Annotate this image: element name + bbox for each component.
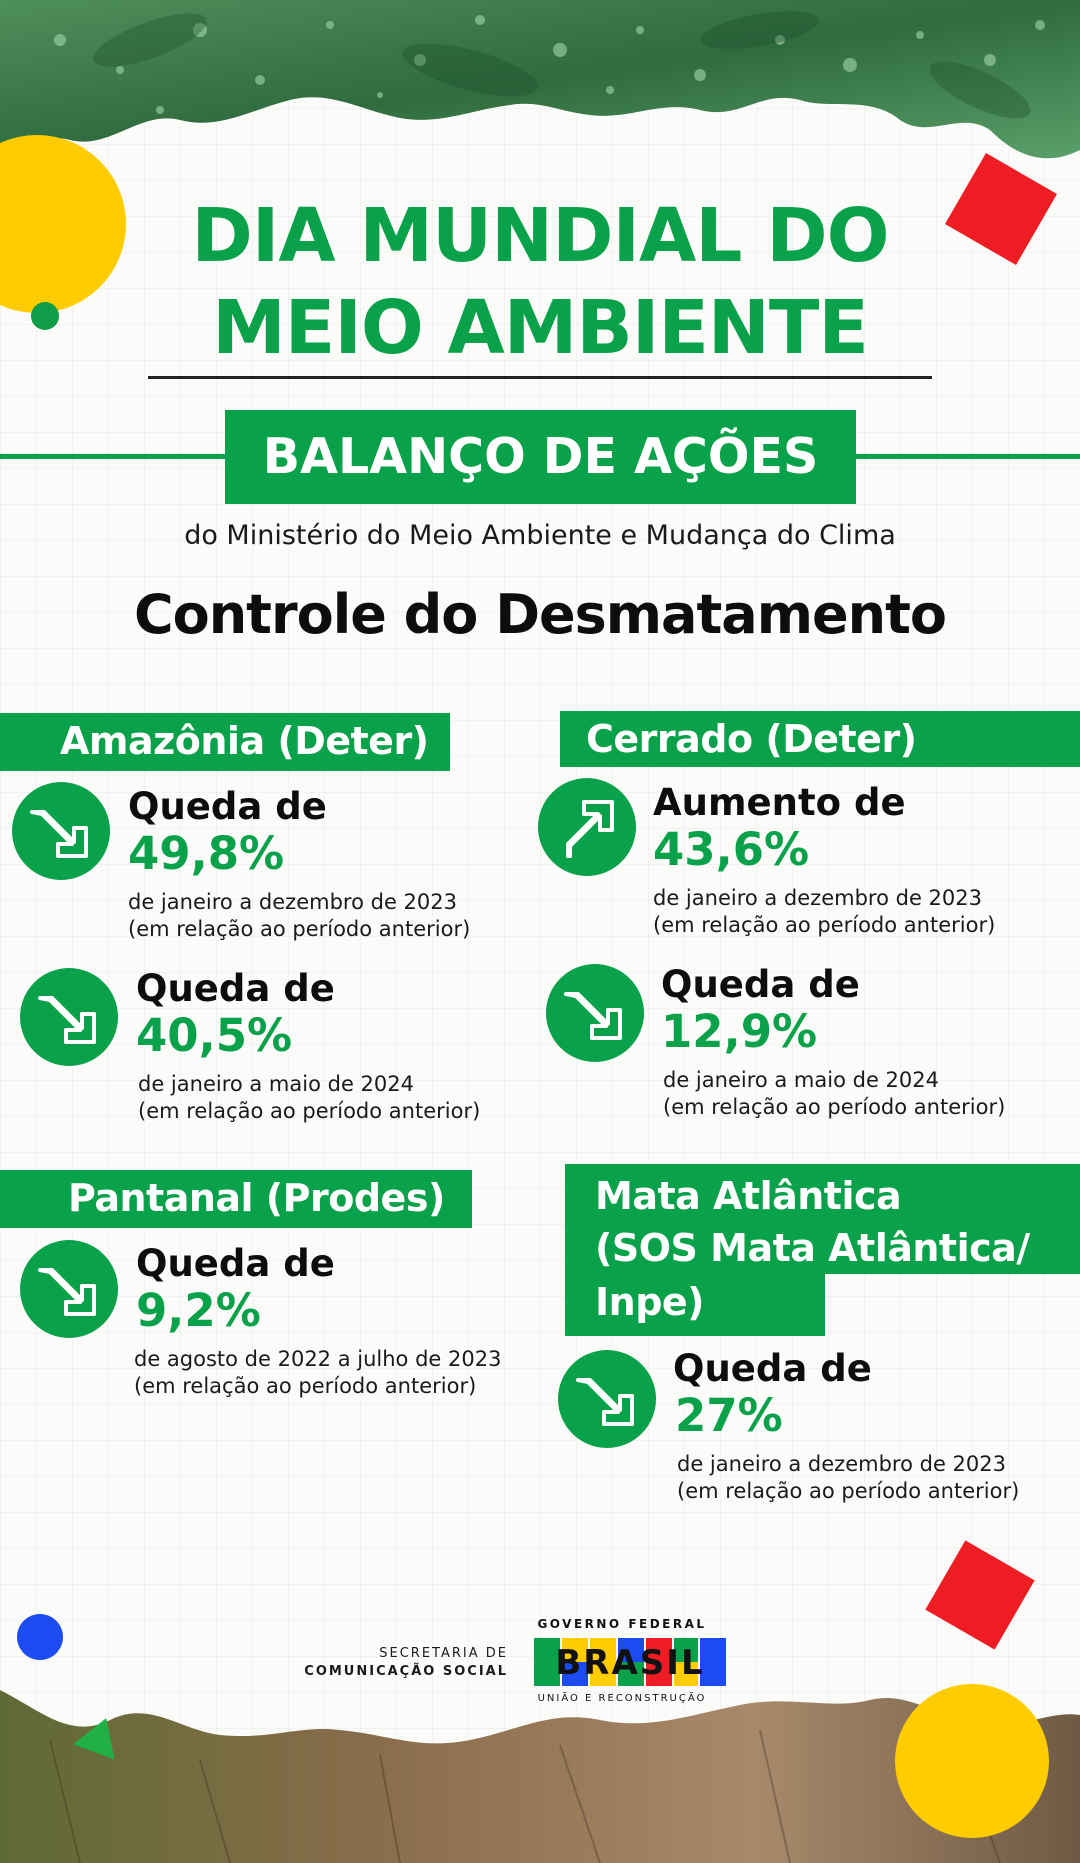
trend-down-icon: [20, 968, 118, 1066]
region-header-line: Mata Atlântica: [595, 1174, 902, 1218]
stat-note: (em relação ao período anterior): [653, 913, 996, 937]
stat-value: 49,8%: [128, 827, 285, 880]
stat-note: (em relação ao período anterior): [128, 917, 471, 941]
secom-line: SECRETARIA DE: [379, 1646, 508, 1661]
main-title-line: DIA MUNDIAL DO: [191, 193, 889, 279]
stat-note: (em relação ao período anterior): [138, 1099, 481, 1123]
stat-value: 43,6%: [653, 823, 810, 876]
stat-period: de janeiro a dezembro de 2023: [677, 1452, 1006, 1476]
stat-note: (em relação ao período anterior): [134, 1374, 477, 1398]
stat-label: Queda de: [673, 1347, 872, 1390]
gov-logo-bottom-text: UNIÃO E RECONSTRUÇÃO: [537, 1693, 707, 1704]
leaf-photo-banner: [0, 0, 1080, 190]
stat-value: 12,9%: [661, 1005, 818, 1058]
main-title: [0, 190, 1080, 374]
stat-period: de janeiro a maio de 2024: [663, 1068, 939, 1092]
stat-period: de janeiro a maio de 2024: [138, 1072, 414, 1096]
brasil-logo-text: BRASIL: [555, 1643, 705, 1683]
stat-label: Queda de: [136, 1242, 335, 1285]
stat-label: Queda de: [128, 785, 327, 828]
trend-down-icon: [558, 1350, 656, 1448]
stat-period: de agosto de 2022 a julho de 2023: [134, 1347, 502, 1371]
trend-down-icon: [20, 1240, 118, 1338]
main-title-line: MEIO AMBIENTE: [212, 285, 868, 371]
stat-period: de janeiro a dezembro de 2023: [128, 890, 457, 914]
title-divider: [148, 376, 932, 379]
blue-dot-decoration: [17, 1614, 63, 1660]
secom-logo: [290, 1645, 508, 1681]
balanco-badge: BALANÇO DE AÇÕES: [225, 410, 856, 504]
region-header-line: (SOS Mata Atlântica/: [595, 1226, 1030, 1270]
stat-label: Queda de: [136, 967, 335, 1010]
stat-period: de janeiro a dezembro de 2023: [653, 886, 982, 910]
stat-note: (em relação ao período anterior): [663, 1095, 1006, 1119]
region-header-mata-atlantica-tail: Inpe): [565, 1274, 825, 1336]
region-header-pantanal: Pantanal (Prodes): [0, 1170, 472, 1228]
stat-value: 9,2%: [136, 1284, 261, 1337]
region-header-amazonia: Amazônia (Deter): [0, 713, 450, 771]
stat-label: Aumento de: [653, 781, 906, 824]
yellow-circle-decoration: [895, 1684, 1049, 1838]
brasil-logo: [534, 1636, 726, 1688]
region-header-cerrado: Cerrado (Deter): [560, 711, 1080, 767]
stat-value: 40,5%: [136, 1009, 293, 1062]
stat-label: Queda de: [661, 963, 860, 1006]
secom-line: COMUNICAÇÃO SOCIAL: [304, 1664, 508, 1679]
trend-down-icon: [12, 782, 110, 880]
stat-note: (em relação ao período anterior): [677, 1479, 1020, 1503]
red-square-decoration: [925, 1540, 1034, 1649]
section-title: Controle do Desmatamento: [134, 583, 946, 646]
region-header-mata-atlantica: [565, 1164, 1080, 1274]
gov-logo-top-text: GOVERNO FEDERAL: [537, 1617, 707, 1631]
trend-down-icon: [546, 964, 644, 1062]
subtitle: do Ministério do Meio Ambiente e Mudança do Clima: [184, 520, 896, 551]
stat-value: 27%: [675, 1389, 783, 1442]
trend-up-icon: [538, 778, 636, 876]
